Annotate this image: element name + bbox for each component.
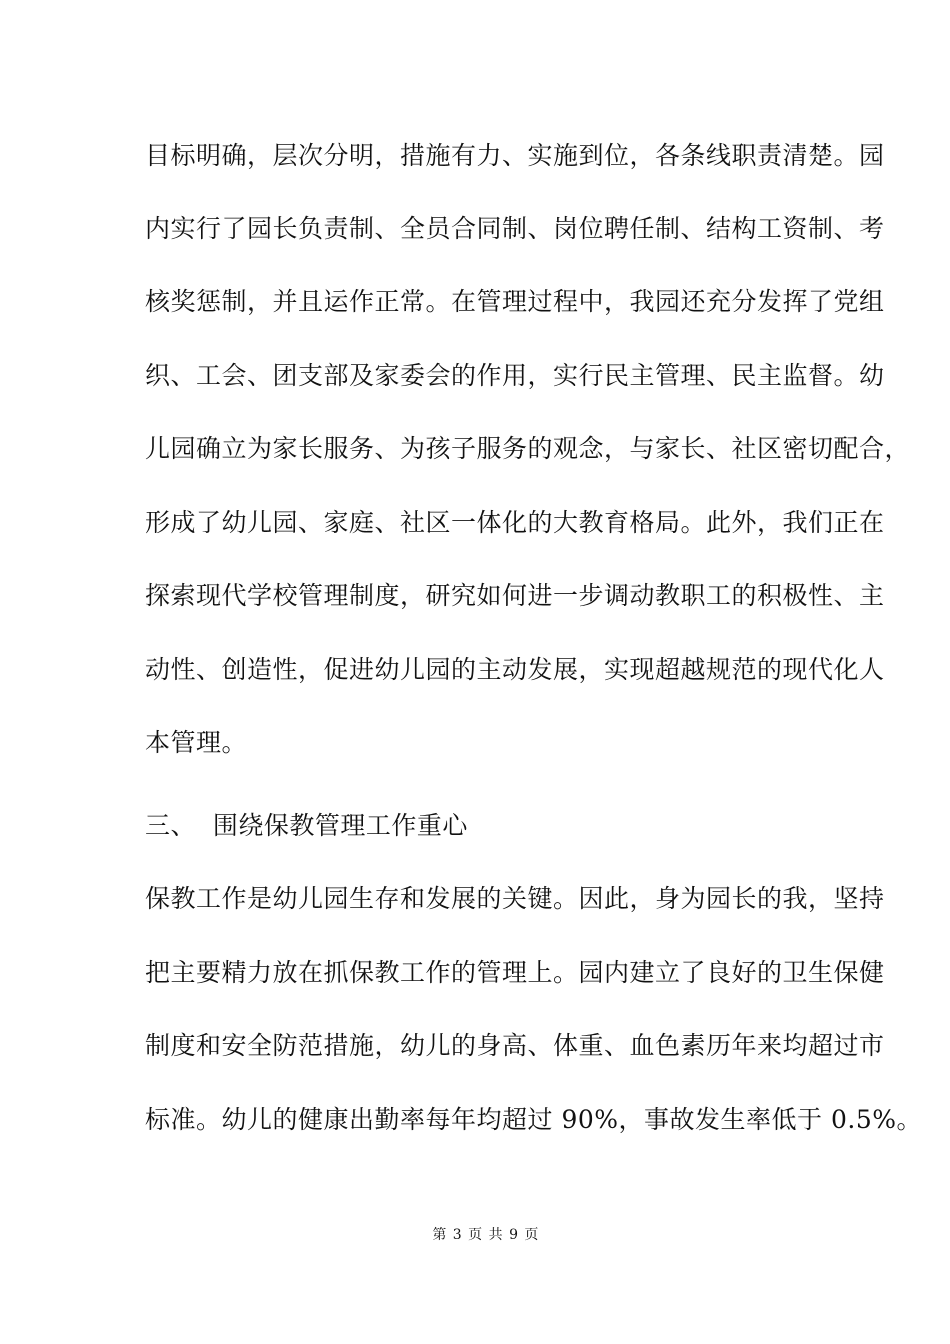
page-footer [0, 1208, 950, 1262]
body-text-line: 核奖惩制，并且运作正常。在管理过程中，我园还充分发挥了党组 [145, 287, 885, 316]
page-number-label: 第 3 页 共 9 页 [432, 1227, 540, 1243]
body-text-line: 制度和安全防范措施，幼儿的身高、体重、血色素历年来均超过市 [145, 1031, 885, 1060]
body-text-line: 儿园确立为家长服务、为孩子服务的观念，与家长、社区密切配合， [145, 434, 911, 463]
body-text-line: 形成了幼儿园、家庭、社区一体化的大教育格局。此外，我们正在 [145, 508, 885, 537]
body-text-line: 目标明确，层次分明，措施有力、实施到位，各条线职责清楚。园 [145, 141, 885, 170]
body-text-line: 本管理。 [145, 728, 248, 757]
body-text-line: 保教工作是幼儿园生存和发展的关键。因此，身为园长的我，坚持 [145, 884, 885, 913]
body-text-line: 内实行了园长负责制、全员合同制、岗位聘任制、结构工资制、考 [145, 214, 885, 243]
body-text-line: 动性、创造性，促进幼儿园的主动发展，实现超越规范的现代化人 [145, 655, 885, 684]
body-text-line: 探索现代学校管理制度，研究如何进一步调动教职工的积极性、主 [145, 581, 885, 610]
section-heading: 三、 围绕保教管理工作重心 [145, 811, 468, 840]
body-text-line: 织、工会、团支部及家委会的作用，实行民主管理、民主监督。幼 [145, 361, 885, 390]
body-text-line: 把主要精力放在抓保教工作的管理上。园内建立了良好的卫生保健 [145, 958, 885, 987]
body-text-line: 标准。幼儿的健康出勤率每年均超过 90%，事故发生率低于 0.5%。 [145, 1105, 922, 1134]
